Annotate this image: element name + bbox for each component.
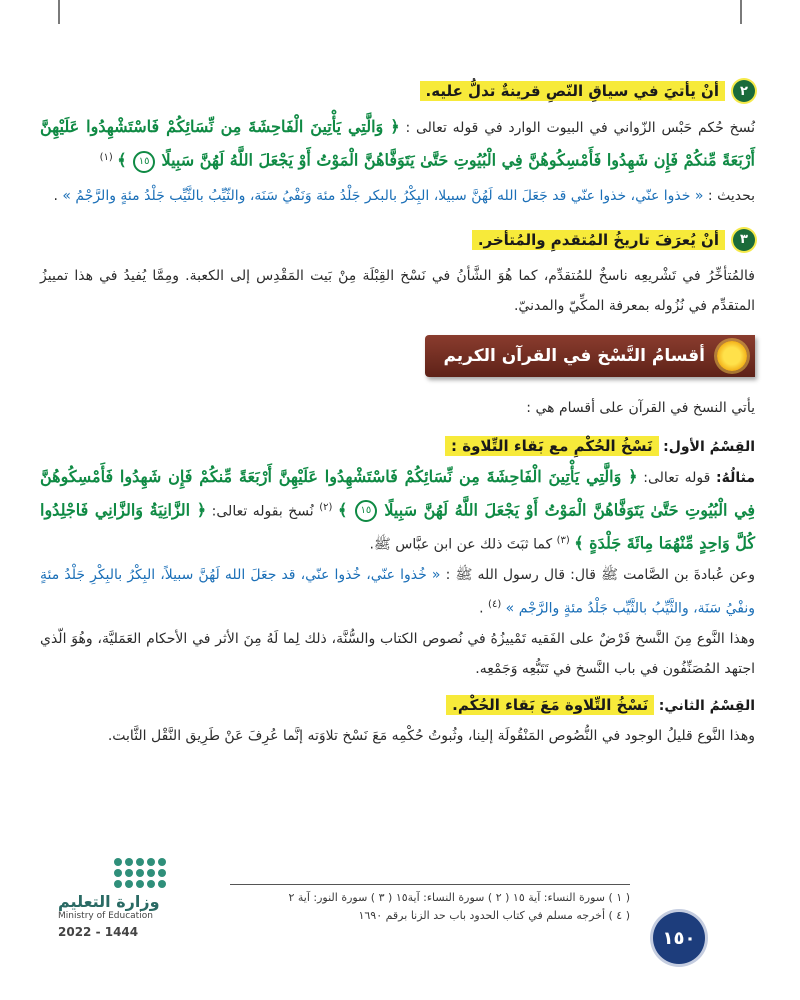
footnote-line-1: ( ١ ) سورة النساء: آية ١٥ ( ٢ ) سورة النساء: آية١٥ ( ٣ ) سورة النور: آية ٢	[288, 891, 630, 904]
ministry-name-ar: وزارة التعليم	[58, 892, 160, 911]
sun-icon	[717, 341, 747, 371]
hadith-intro: بحديث :	[707, 187, 755, 204]
section-banner	[40, 335, 755, 377]
footnotes	[230, 884, 630, 925]
example-text: قوله تعالى:	[643, 469, 711, 486]
document-page	[40, 80, 755, 751]
after-text: كما ثبَتَ ذلك عن ابن عبَّاس ﷺ.	[369, 536, 553, 553]
type-label: القِسْمُ الثاني:	[658, 697, 755, 714]
footnote-ref: (٢)	[319, 501, 333, 513]
quran-verse: ﴿ وَالَّتِي يَأْتِينَ الْفَاحِشَةَ مِن نِّسَائِكُمْ فَاسْتَشْهِدُوا عَلَيْهِنَّ أَرْبَعَةً مِّنكُمْ فَإِن شَهِدُوا فَأَمْسِكُوهُنَّ فِي الْبُيُوتِ حَتَّىٰ يَتَوَفَّاهُنَّ الْمَوْتُ أَوْ يَجْعَلَ اللَّهُ لَهُنَّ سَبِيلًا	[40, 466, 756, 520]
hadith-paragraph	[40, 181, 755, 211]
point-3-heading	[40, 229, 755, 251]
ministry-logo-dots-icon	[114, 858, 168, 888]
paragraph-text: نُسخ حُكم حَبْس الزّواني في البيوت الوارد في قوله تعالى :	[405, 120, 756, 136]
point-3-paragraph: فالمُتأخِّرُ في تَشْريعِه ناسخٌ للمُتقدِّم، كما هُوَ الشَّأنُ في نَسْخ القِبْلَة مِنْ بَيت المَقْدِس إلى الكعبة. ومِمَّا يُفيدُ في هذا تمييزُ المتقدِّم في نُزُوله بمعرفة المكِّيّ والمدنيّ.	[40, 267, 755, 314]
type-1-example	[40, 462, 755, 560]
footnote-ref: (٣)	[556, 535, 570, 547]
ayah-number-marker: ١٥	[133, 151, 155, 173]
point-heading-text: أنْ يأتيَ في سياقِ النّصِ قرينةٌ تدلُّ عليه.	[420, 81, 725, 101]
crop-mark-right	[740, 0, 742, 24]
type-1-note: وهذا النَّوع مِنَ النَّسخ فَرْضٌ على الفَقيه تَمْييزُهُ في نُصوص الكتاب والسُّنَّة، ذلك لِما لَهُ مِنَ الأثر في الأحكام العَمَليَّة، وهُوَ الّذي اجتهد المُصَنِّفُون في باب النَّسخ في تَتَبُّعِه وَجَمْعِه.	[40, 630, 755, 677]
quran-verse: ﴿ وَالَّتِي يَأْتِينَ الْفَاحِشَةَ مِن نِّسَائِكُمْ فَاسْتَشْهِدُوا عَلَيْهِنَّ أَرْبَعَةً مِّنكُمْ فَإِن شَهِدُوا فَأَمْسِكُوهُنَّ فِي الْبُيُوتِ حَتَّىٰ يَتَوَفَّاهُنَّ الْمَوْتُ أَوْ يَجْعَلَ اللَّهُ لَهُنَّ سَبِيلًا	[40, 117, 755, 170]
footnote-ref: (٤)	[488, 598, 502, 610]
quran-verse-2: ﴿ الزَّانِيَةُ وَالزَّانِي فَاجْلِدُوا كُلَّ وَاحِدٍ مِّنْهُمَا مِائَةَ جَلْدَةٍ ﴾	[40, 500, 755, 553]
footnote-ref: (١)	[99, 152, 113, 163]
type-1-hadith	[40, 560, 755, 624]
point-2-heading	[40, 80, 755, 102]
edition-year: 2022 - 1444	[58, 925, 139, 939]
example-label: مثالُهُ:	[716, 469, 756, 486]
hadith-end: .	[53, 187, 58, 204]
ayah-number-marker: ١٥	[355, 500, 377, 522]
hadith-end: .	[479, 600, 484, 617]
type-title: نَسْخُ التِّلاوة مَعَ بَقاء الحُكْم.	[446, 695, 654, 715]
ministry-logo	[58, 858, 168, 939]
mid-text: نُسخ بقوله تعالى:	[211, 503, 314, 520]
quran-bracket: ﴾	[117, 150, 127, 170]
banner-title: أقسامُ النَّسْخ في القرآن الكريم	[443, 345, 705, 366]
footnote-line-2: ( ٤ ) أخرجه مسلم في كتاب الحدود باب حد الزنا برقم ١٦٩٠	[358, 909, 630, 922]
point-heading-text: أنْ يُعرَفَ تاريخُ المُتقدمِ والمُتأخر.	[472, 230, 725, 250]
type-1-heading	[40, 431, 755, 462]
point-number-badge: ٣	[733, 229, 755, 251]
top-crop-area	[0, 0, 800, 28]
type-title: نَسْخُ الحُكْمِ مع بَقاء التِّلاوة :	[445, 436, 659, 456]
type-label: القِسْمُ الأول:	[663, 438, 755, 455]
type-2-paragraph: وهذا النَّوع قليلُ الوجود في النُّصُوص المَنْقُولَة إلينا، وثُبوتُ حُكْمِه مَعَ نَسْخ تلاوَته إنَّما عُرِفَ عَنْ طَرِيق النَّقْل الثَّابت.	[107, 727, 755, 744]
intro-line: يأتي النسخ في القرآن على أقسام هي :	[526, 399, 755, 416]
quran-bracket: ﴾	[337, 500, 348, 520]
point-number-badge: ٢	[733, 80, 755, 102]
type-2-heading	[40, 690, 755, 721]
page-number-badge: ١٥٠	[653, 912, 705, 964]
crop-mark-left	[58, 0, 60, 24]
point-2-paragraph	[40, 112, 755, 177]
hadith-text: « خُذوا عنّي، خُذوا عنّي، قد جعَلَ الله لَهُنَّ سبيلاً، البِكْرُ بالبِكْرِ جَلْدُ مئةٍ ونفْيُ سَنَة، والثَّيِّبُ بالثَّيِّب جَلْدُ مئةٍ والرَّجْم »	[40, 566, 755, 617]
ministry-name-en: Ministry of Education	[58, 911, 153, 921]
banner-title-box	[425, 335, 755, 377]
narrator-text: وعن عُبادةَ بن الصَّامت ﷺ قال: قال رسول الله ﷺ :	[445, 566, 756, 583]
hadith-text: « خذوا عنّي، خذوا عنّي قد جَعَلَ الله لَهُنَّ سبيلا، البِكْرُ بالبكر جَلْدُ مئة وَنَفْيُ سَنَة، والثّيِّبُ بالثَّيِّب جَلْدُ مئةٍ والرَّجْمُ »	[62, 187, 704, 204]
